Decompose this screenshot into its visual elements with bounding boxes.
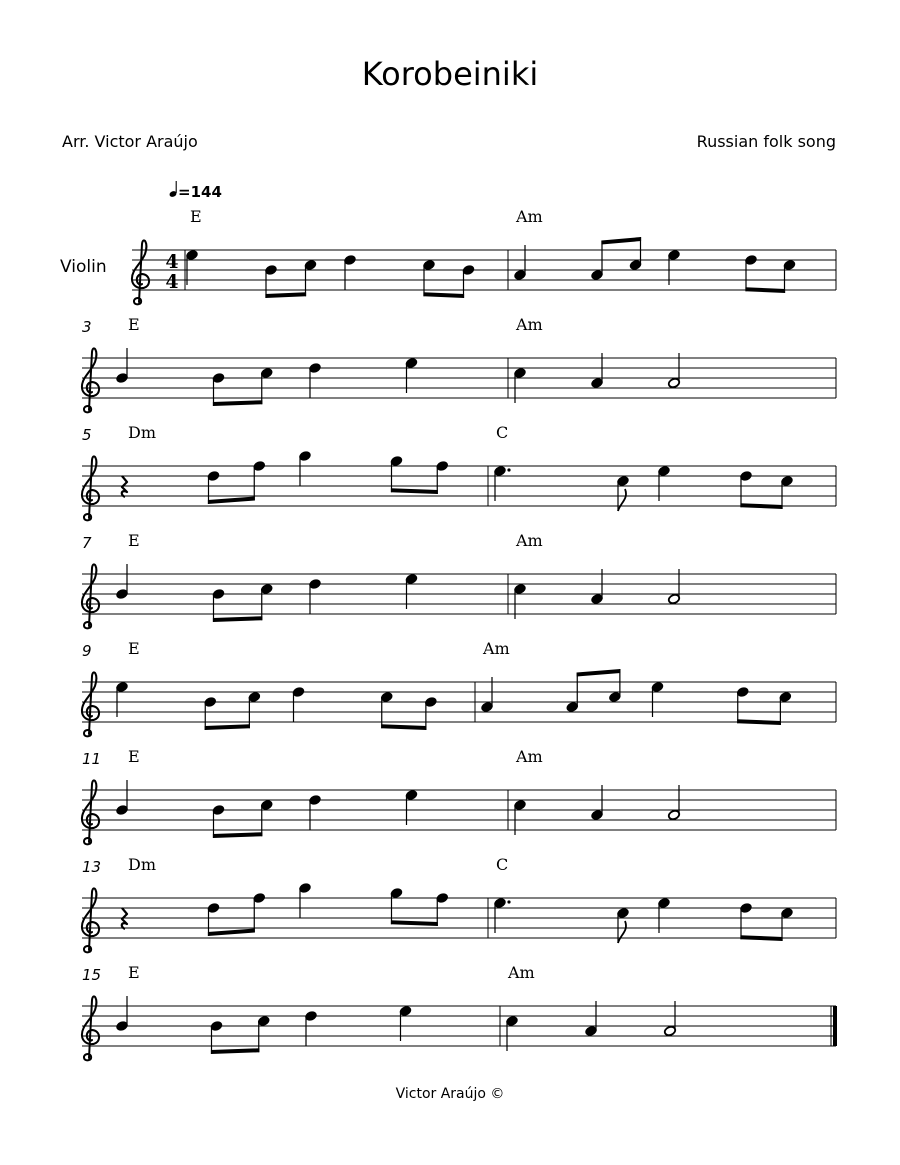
note-beam <box>737 719 781 725</box>
staff-system <box>82 882 836 952</box>
note-beam <box>391 920 438 926</box>
composer-credit: Russian folk song <box>696 132 836 151</box>
chord-symbol: E <box>128 315 140 334</box>
note-beam <box>208 497 255 505</box>
chord-symbol: E <box>128 747 140 766</box>
staff-system <box>82 450 836 520</box>
staff-system <box>132 237 836 304</box>
chord-symbol: E <box>128 639 140 658</box>
tempo-value: =144 <box>178 183 222 201</box>
note-beam <box>205 724 250 730</box>
score-title: Korobeiniki <box>361 55 539 93</box>
measure-number: 13 <box>82 858 102 876</box>
measure-number: 15 <box>82 966 102 984</box>
note-beam <box>213 400 262 406</box>
chord-symbol: E <box>128 963 140 982</box>
chord-symbol: Am <box>516 531 543 550</box>
dot <box>507 900 510 903</box>
note-flag <box>618 489 626 511</box>
chord-symbol: E <box>190 207 202 226</box>
footer-copyright: Victor Araújo © <box>395 1086 505 1102</box>
time-signature-numerator: 4 <box>165 251 179 273</box>
chord-symbol: Dm <box>128 855 156 874</box>
note-beam <box>211 1048 259 1054</box>
chord-symbol: Am <box>516 315 543 334</box>
note-beam <box>740 503 782 509</box>
chord-symbol: Dm <box>128 423 156 442</box>
measure-number: 3 <box>82 318 92 336</box>
note-beam <box>381 724 426 730</box>
chord-symbol: Am <box>516 207 543 226</box>
chord-symbol: Am <box>516 747 543 766</box>
note-beam <box>740 935 782 941</box>
note-beam <box>391 488 438 494</box>
final-barline-thick <box>833 1006 837 1046</box>
dot <box>507 468 510 471</box>
chord-symbol: C <box>496 423 509 442</box>
measure-number: 11 <box>82 750 102 768</box>
arranger-credit: Arr. Victor Araújo <box>62 132 198 151</box>
time-signature-denominator: 4 <box>165 271 179 293</box>
note-beam <box>745 287 785 293</box>
note-beam <box>577 669 621 677</box>
staff-system <box>82 780 836 844</box>
note-flag <box>618 921 626 943</box>
note-beam <box>265 292 306 298</box>
chord-symbol: E <box>128 531 140 550</box>
note-beam <box>601 237 641 245</box>
staff-system <box>82 996 837 1060</box>
instrument-name: Violin <box>60 257 107 277</box>
chord-symbol: Am <box>508 963 535 982</box>
staff-system <box>82 564 836 628</box>
chord-symbol: Am <box>483 639 510 658</box>
chord-symbol: C <box>496 855 509 874</box>
measure-number: 7 <box>82 534 92 552</box>
note-beam <box>213 832 262 838</box>
measure-number: 9 <box>82 642 92 660</box>
tempo-marking <box>169 181 222 201</box>
note-beam <box>208 929 255 937</box>
measure-number: 5 <box>82 426 92 444</box>
note-beam <box>213 616 262 622</box>
staff-system <box>82 348 836 412</box>
staff-system <box>82 669 836 736</box>
note-beam <box>423 292 464 298</box>
